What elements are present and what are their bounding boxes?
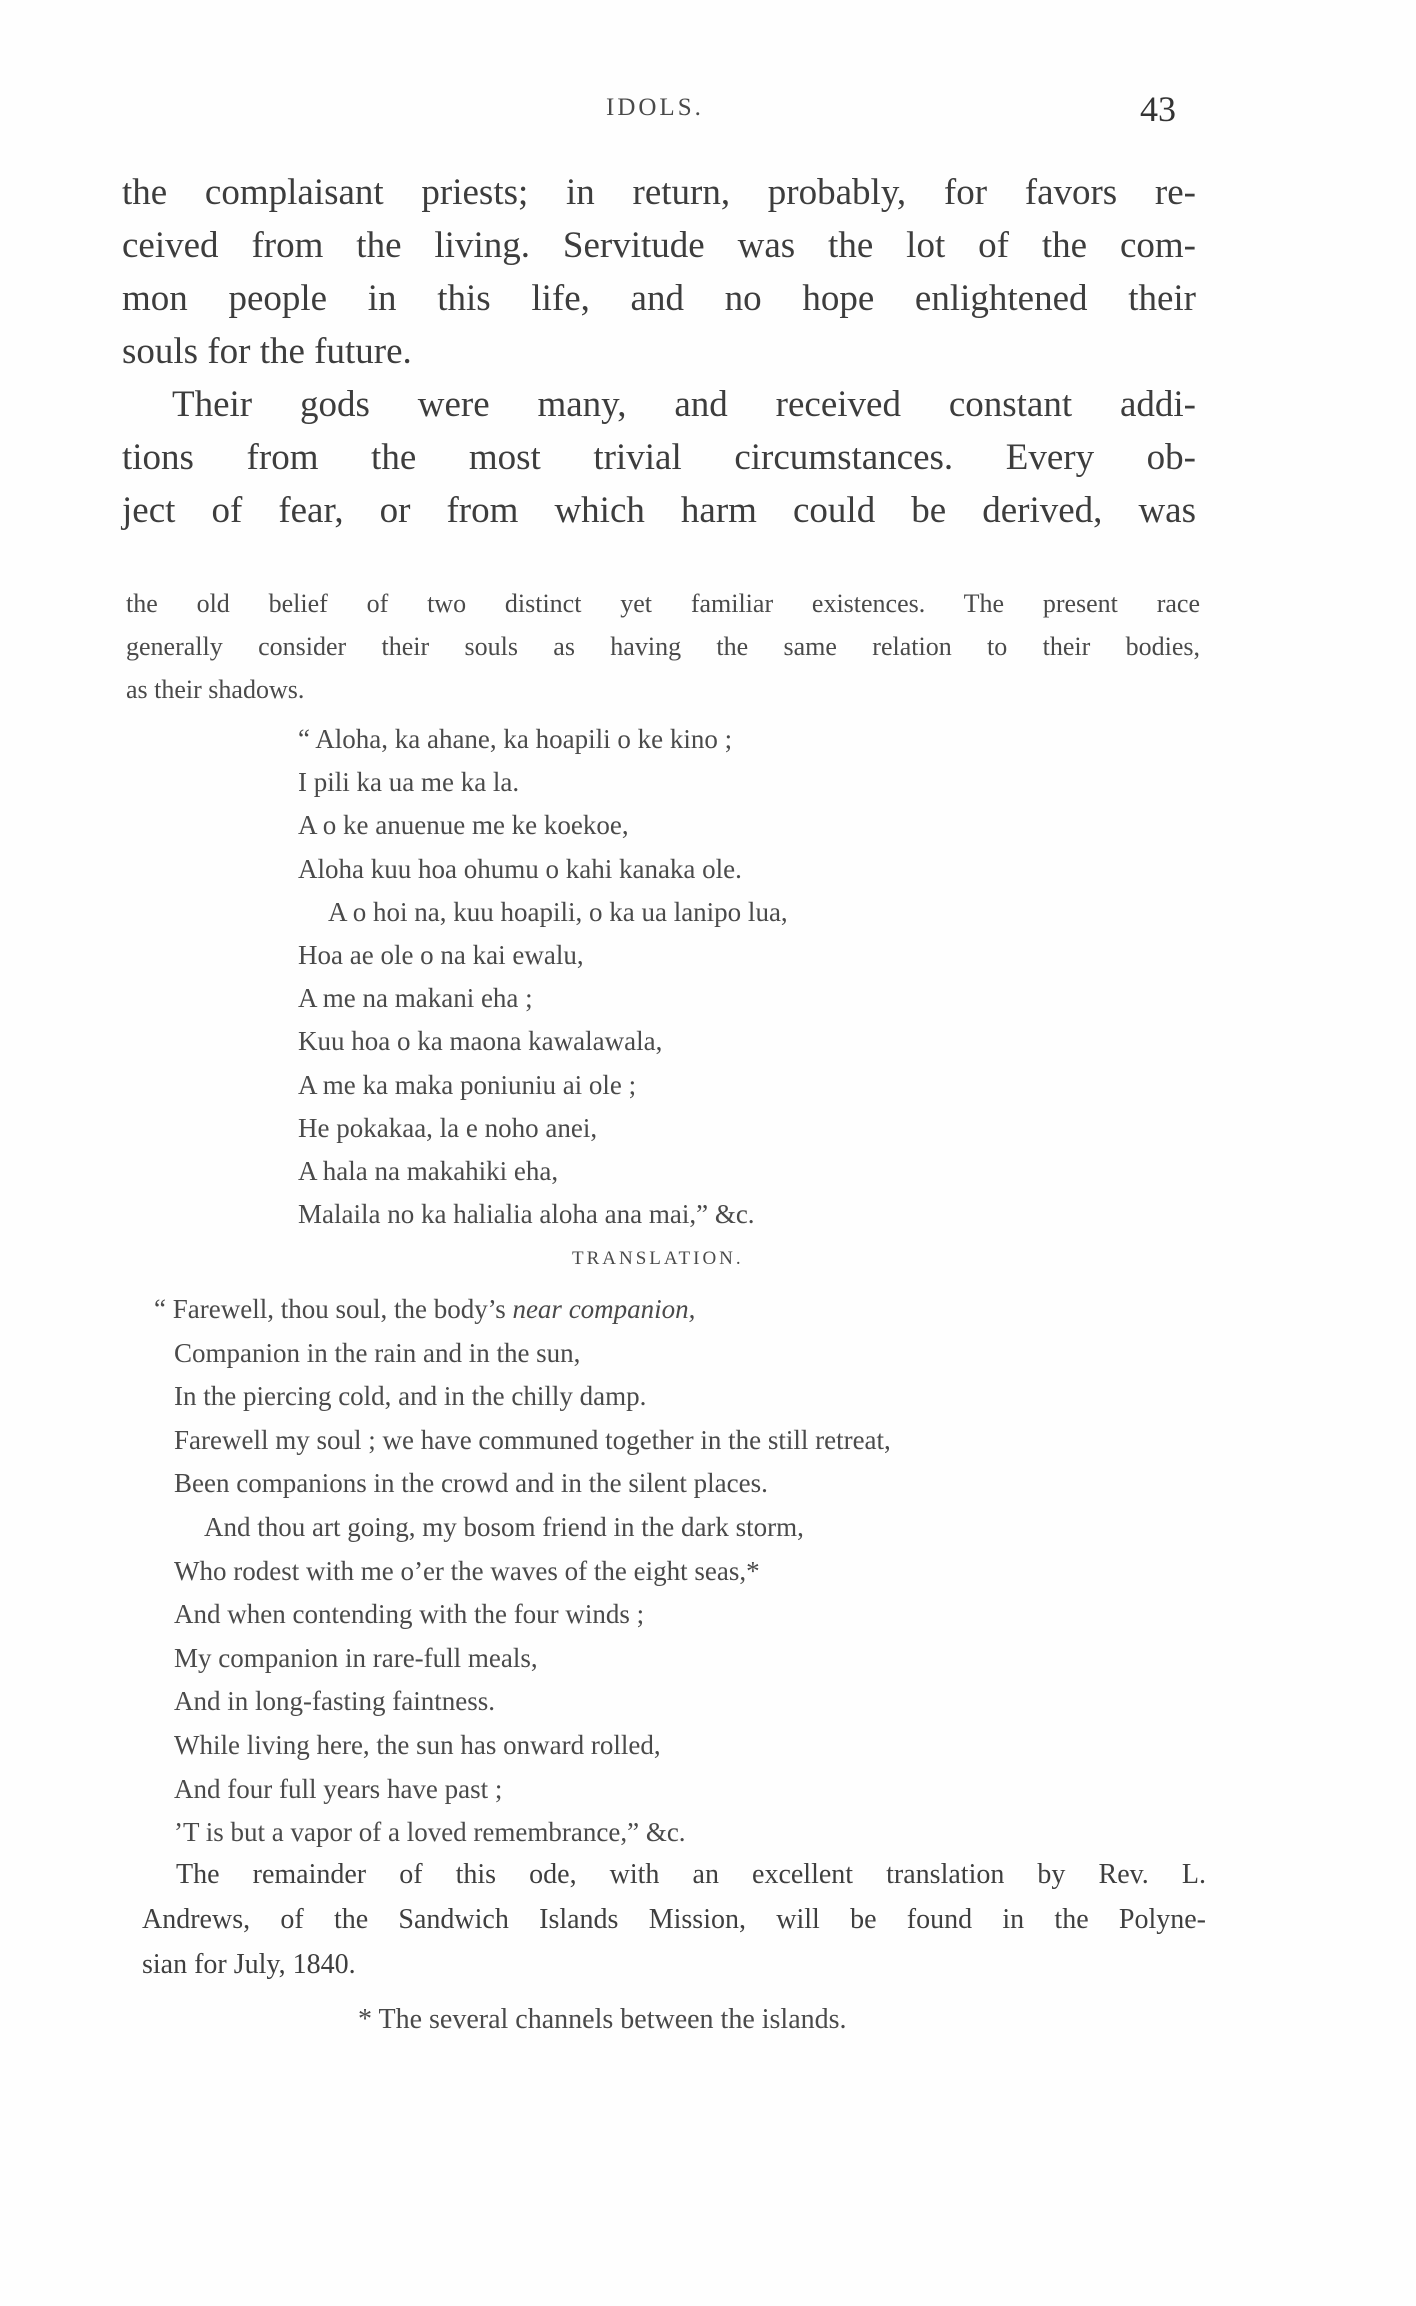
remainder-line: sian for July, 1840. <box>142 1949 356 1980</box>
poem-line: Malaila no ka halialia aloha ana mai,” &c. <box>298 1199 755 1230</box>
translation-heading: TRANSLATION. <box>572 1248 744 1269</box>
poem-line: Who rodest with me o’er the waves of the eight seas,* <box>174 1555 760 1586</box>
text-line: Their gods were many, and received constant addi- <box>172 384 1196 425</box>
poem-line: A hala na makahiki eha, <box>298 1156 559 1187</box>
note-line: as their shadows. <box>126 675 305 704</box>
remainder-line: The remainder of this ode, with an excellent translation by Rev. L. <box>176 1859 1206 1890</box>
poem-line: My companion in rare-full meals, <box>174 1642 538 1673</box>
text-line: souls for the future. <box>122 331 412 372</box>
poem-line: ’T is but a vapor of a loved remembrance,” &c. <box>174 1817 686 1848</box>
text-line: the complaisant priests; in return, probably, for favors re- <box>122 172 1196 213</box>
poem-line: Aloha kuu hoa ohumu o kahi kanaka ole. <box>298 853 742 884</box>
poem-line: And when contending with the four winds ; <box>174 1599 645 1630</box>
main-text <box>122 166 1196 537</box>
hawaiian-ode <box>298 718 788 1236</box>
poem-line: A me na makani eha ; <box>298 983 533 1014</box>
poem-line: Companion in the rain and in the sun, <box>174 1337 581 1368</box>
text-line: ceived from the living. Servitude was the lot of the com- <box>122 225 1196 266</box>
poem-line-start: “ Farewell, thou soul, the body’s <box>154 1294 513 1324</box>
poem-line: Farewell my soul ; we have communed together in the still retreat, <box>174 1424 891 1455</box>
poem-line: A o hoi na, kuu hoapili, o ka ua lanipo lua, <box>328 896 788 927</box>
note-line: generally consider their souls as having the same relation to their bodies, <box>126 632 1200 661</box>
poem-line: And four full years have past ; <box>174 1773 503 1804</box>
poem-line: Hoa ae ole o na kai ewalu, <box>298 940 584 971</box>
poem-line: And in long-fasting faintness. <box>174 1686 495 1717</box>
remainder-paragraph <box>142 1852 1206 1987</box>
poem-line: Been companions in the crowd and in the silent places. <box>174 1468 768 1499</box>
poem-line: Kuu hoa o ka maona kawalawala, <box>298 1026 663 1057</box>
text-line: tions from the most trivial circumstances. Every ob- <box>122 437 1196 478</box>
poem-line: I pili ka ua me ka la. <box>298 767 520 798</box>
text-line: mon people in this life, and no hope enlightened their <box>122 278 1196 319</box>
poem-line: And thou art going, my bosom friend in the dark storm, <box>204 1511 804 1542</box>
poem-line: A o ke anuenue me ke koekoe, <box>298 810 629 841</box>
poem-line <box>154 1288 891 1332</box>
remainder-line: Andrews, of the Sandwich Islands Mission, will be found in the Polyne- <box>142 1904 1206 1935</box>
footnote-continuation <box>126 582 1200 711</box>
running-title: IDOLS. <box>606 94 704 121</box>
english-translation <box>154 1288 891 1855</box>
poem-line: In the piercing cold, and in the chilly damp. <box>174 1381 647 1412</box>
text-line: ject of fear, or from which harm could be derived, was <box>122 490 1196 531</box>
footnote: * The several channels between the islands. <box>358 2004 847 2035</box>
emphasis-text: near companion, <box>512 1294 696 1324</box>
running-head <box>0 88 1416 128</box>
page-number: 43 <box>1140 89 1176 129</box>
poem-line: A me ka maka poniuniu ai ole ; <box>298 1069 637 1100</box>
poem-line: He pokakaa, la e noho anei, <box>298 1112 598 1143</box>
poem-line: “ Aloha, ka ahane, ka hoapili o ke kino ; <box>298 724 733 754</box>
poem-line: While living here, the sun has onward rolled, <box>174 1729 661 1760</box>
note-line: the old belief of two distinct yet familiar existences. The present race <box>126 589 1200 618</box>
